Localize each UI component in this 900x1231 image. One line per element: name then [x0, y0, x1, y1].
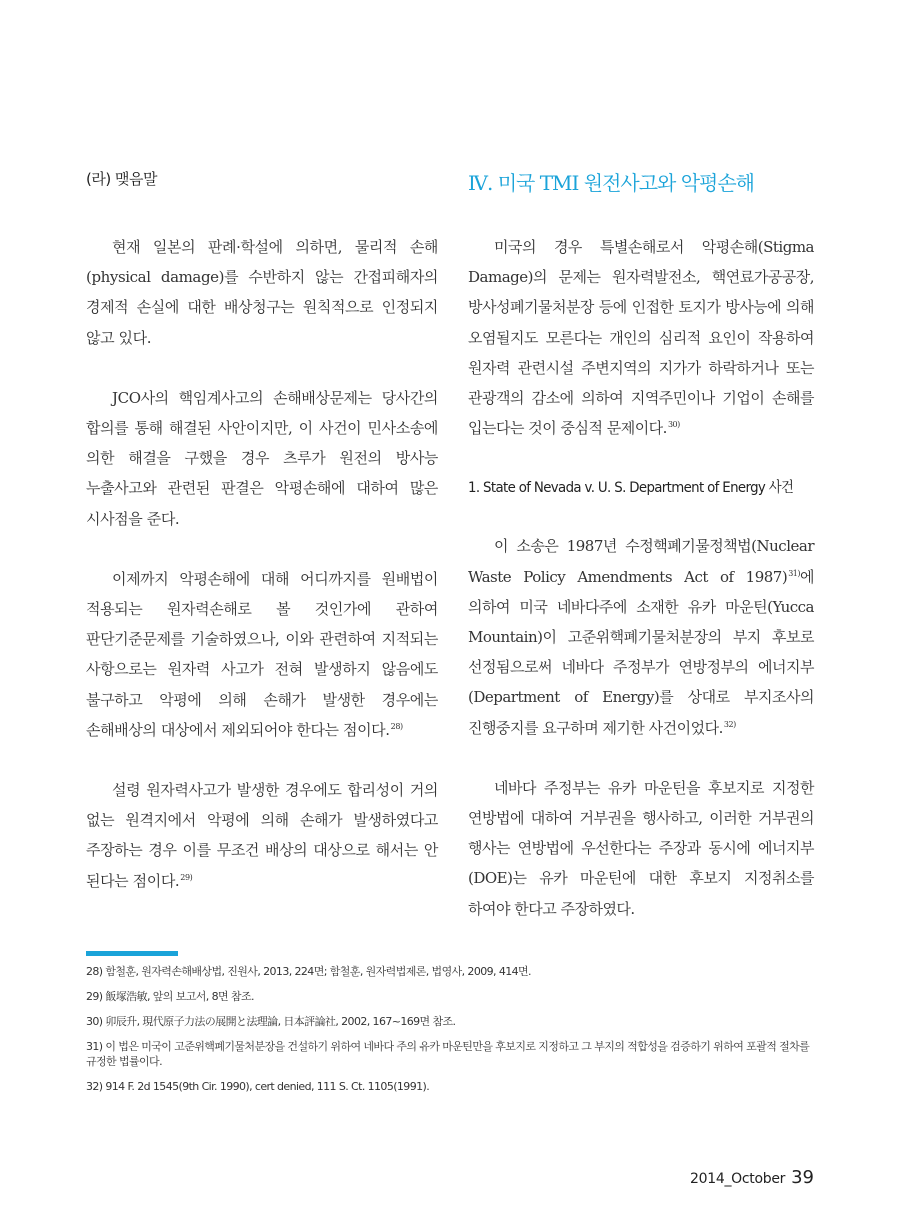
paragraph [468, 531, 814, 742]
paragraph-text: 이 소송은 1987년 수정핵폐기물정책법(Nuclear Waste Policy Amendments Act of 1987) [468, 537, 814, 586]
paragraph [86, 232, 438, 353]
paragraph-text: 네바다 주정부는 유카 마운틴을 후보지로 지정한 연방법에 대하여 거부권을 행사하고, 이러한 거부권의 행사는 연방법에 우선한다는 주장과 동시에 에너지부(DOE)는 유카 마운틴에 대한 후보지 지정취소를 하여야 한다고 주장하였다. [468, 778, 814, 918]
right-column [468, 168, 814, 954]
page-footer [690, 1167, 814, 1188]
paragraph-text: 현재 일본의 판례·학설에 의하면, 물리적 손해(physical damage)를 수반하지 않는 간접피해자의 경제적 손실에 대한 배상청구는 원칙적으로 인정되지 않고 있다. [86, 238, 438, 347]
paragraph-text: 에 의하여 미국 네바다주에 소재한 유카 마운틴(Yucca Mountain)이 고준위핵폐기물처분장의 부지 후보로 선정됨으로써 네바다 주정부가 연방정부의 에너지부(Department of Energy)를 상대로 부지조사의 진행중지를 요구하며 제기한 사건이었다. [468, 567, 814, 737]
footnote-item: 30) 卯辰升, 現代原子力法の展開と法理論, 日本評論社, 2002, 167~169면 참조. [86, 1015, 456, 1028]
paragraph [86, 775, 438, 896]
footnote-item: 31) 이 법은 미국이 고준위핵폐기물처분장을 건설하기 위하여 네바다 주의 유카 마운틴만을 후보지로 지정하고 그 부지의 적합성을 검증하기 위하여 포괄적 절차를 규정한 법률이다. [86, 1040, 810, 1068]
footnote-ref[interactable]: 28) [390, 721, 403, 731]
footnote-item: 29) 飯塚浩敏, 앞의 보고서, 8면 참조. [86, 990, 254, 1003]
subsection-heading: (라) 맺음말 [86, 170, 157, 188]
footnote-item: 28) 함철훈, 원자력손해배상법, 진원사, 2013, 224면; 함철훈, 원자력법제론, 법영사, 2009, 414면. [86, 965, 531, 978]
paragraph-text: 이제까지 악평손해에 대해 어디까지를 원배법이 적용되는 원자력손해로 볼 것인가에 관하여 판단기준문제를 기술하였으나, 이와 관련하여 지적되는 사항으로는 원자력 사고가 전혀 발생하지 않음에도 불구하고 악평에 의해 손해가 발생한 경우에는 손해배상의 대상에서 제외되어야 한다는 점이다. [86, 569, 438, 739]
case-heading: 1. State of Nevada v. U. S. Department of Energy 사건 [468, 480, 794, 497]
left-column [86, 168, 438, 926]
footnote-ref[interactable]: 30) [667, 420, 680, 430]
footnote-item: 32) 914 F. 2d 1545(9th Cir. 1990), cert denied, 111 S. Ct. 1105(1991). [86, 1080, 430, 1093]
footnote-ref[interactable]: 31) [788, 568, 800, 578]
footnote-ref[interactable]: 32) [723, 719, 736, 729]
paragraph-text: 설령 원자력사고가 발생한 경우에도 합리성이 거의 없는 원격지에서 악평에 의해 손해가 발생하였다고 주장하는 경우 이를 무조건 배상의 대상으로 해서는 안 된다는 점이다. [86, 781, 438, 890]
paragraph-text: JCO사의 핵임계사고의 손해배상문제는 당사간의 합의를 통해 해결된 사안이지만, 이 사건이 민사소송에 의한 해결을 구했을 경우 츠루가 원전의 방사능 누출사고와 관련된 판결은 악평손해에 대하여 많은 시사점을 준다. [86, 388, 438, 528]
paragraph [86, 564, 438, 745]
paragraph [86, 383, 438, 534]
page-number: 39 [791, 1167, 814, 1188]
section-title: Ⅳ. 미국 TMI 원전사고와 악평손해 [468, 171, 755, 195]
footnote-divider [86, 951, 178, 956]
paragraph [468, 773, 814, 924]
paragraph [468, 232, 814, 443]
footnotes [86, 964, 820, 1104]
issue-label: 2014_October [690, 1171, 786, 1187]
footnote-ref[interactable]: 29) [180, 872, 193, 882]
paragraph-text: 미국의 경우 특별손해로서 악평손해(Stigma Damage)의 문제는 원자력발전소, 핵연료가공공장, 방사성폐기물처분장 등에 인접한 토지가 방사능에 의해 오염될지도 모른다는 개인의 심리적 요인이 작용하여 원자력 관련시설 주변지역의 지가가 하락하거나 또는 관광객의 감소에 의하여 지역주민이나 기업이 손해를 입는다는 것이 중심적 문제이다. [468, 238, 814, 438]
